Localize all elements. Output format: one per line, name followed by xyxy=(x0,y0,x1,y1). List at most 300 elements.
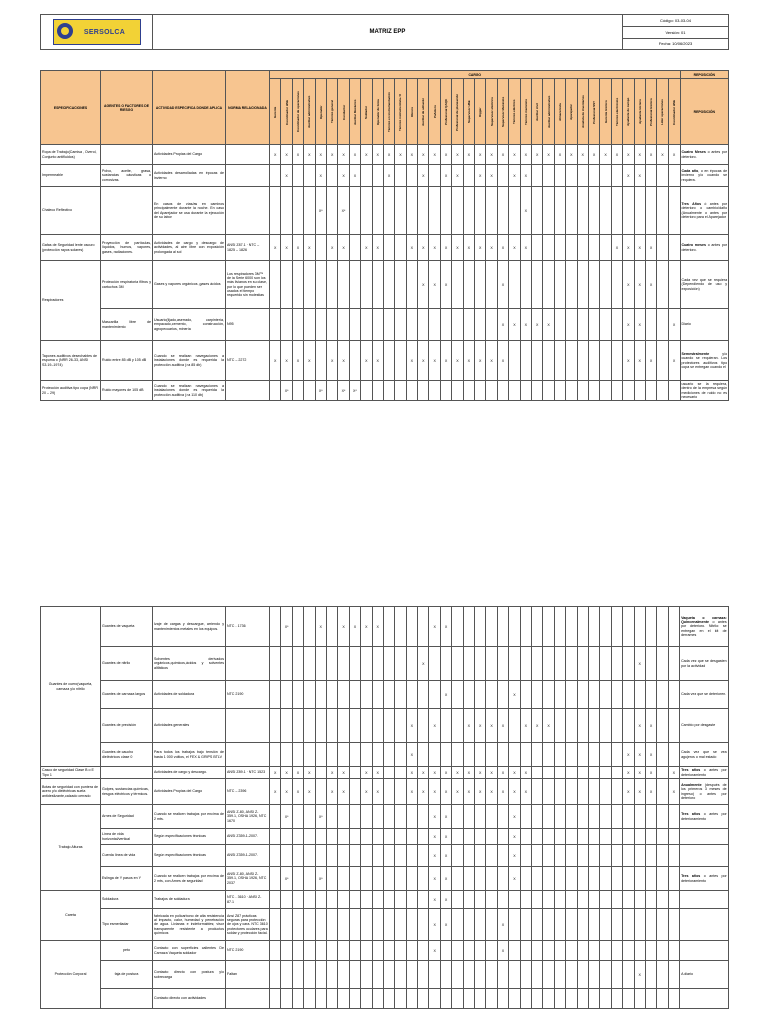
cargo-mark xyxy=(657,989,668,1009)
epp-matrix-table xyxy=(40,70,729,401)
cargo-mark xyxy=(657,341,668,381)
cargo-mark xyxy=(657,647,668,681)
cargo-mark: X xyxy=(486,341,497,381)
cargo-mark xyxy=(292,829,303,845)
cargo-mark: X xyxy=(349,145,360,165)
reposicion-highlight: Tres años xyxy=(681,768,701,773)
cargo-mark xyxy=(349,941,360,961)
cargo-mark: X xyxy=(326,145,337,165)
cargo-mark: X xyxy=(497,709,508,743)
cargo-mark xyxy=(554,681,565,709)
cargo-mark: X xyxy=(452,165,463,187)
cargo-mark: X xyxy=(657,145,668,165)
cargo-mark: X xyxy=(270,767,281,779)
cargo-mark: X xyxy=(509,309,520,341)
cargo-mark: X xyxy=(634,709,645,743)
cargo-mark xyxy=(554,867,565,891)
matrix-row xyxy=(41,309,729,341)
cargo-mark xyxy=(304,187,315,235)
cargo-mark xyxy=(395,165,406,187)
cargo-mark xyxy=(531,165,542,187)
norma-cell xyxy=(226,381,270,401)
cargo-mark: X xyxy=(440,341,451,381)
cargo-mark xyxy=(361,909,372,941)
cargo-mark xyxy=(463,845,474,867)
cargo-mark xyxy=(645,829,656,845)
cargo-mark xyxy=(554,187,565,235)
cargo-mark xyxy=(543,941,554,961)
reposicion-highlight: Tres Años xyxy=(681,202,702,207)
cargo-mark: X xyxy=(372,235,383,261)
matrix-row xyxy=(41,145,729,165)
cargo-mark: X xyxy=(554,145,565,165)
norma-cell: Los respiradores 3M™ de la Serie 6000 son los más livianos en su clase, por lo que pueden ser usados el tiempo requerido sin molestias xyxy=(226,261,270,309)
cargo-mark xyxy=(509,647,520,681)
reposicion-text: usuario se la requiera, dentro de la empresa según mediciones de ruido no es necesario xyxy=(681,382,728,399)
cargo-mark xyxy=(611,909,622,941)
cargo-label: Auxiliar administrativo xyxy=(307,95,312,128)
cargo-mark xyxy=(543,779,554,805)
cargo-mark xyxy=(383,845,394,867)
cargo-mark xyxy=(497,961,508,989)
cargo-mark xyxy=(668,743,679,767)
cargo-mark xyxy=(531,261,542,309)
cargo-mark xyxy=(577,261,588,309)
cargo-mark xyxy=(326,681,337,709)
cargo-mark xyxy=(645,607,656,647)
epp-matrix-table-continued xyxy=(40,606,729,1009)
especificacion-cell: Respiradores xyxy=(41,261,101,341)
cargo-mark xyxy=(372,709,383,743)
cargo-mark xyxy=(315,909,326,941)
cargo-mark: X xyxy=(440,607,451,647)
cargo-mark xyxy=(497,381,508,401)
cargo-mark: X xyxy=(634,145,645,165)
cargo-mark xyxy=(395,767,406,779)
cargo-mark xyxy=(361,989,372,1009)
cargo-mark: X xyxy=(463,779,474,805)
cargo-mark xyxy=(531,607,542,647)
cargo-mark xyxy=(349,909,360,941)
cargo-label: Profesional QAQC xyxy=(444,98,449,125)
matrix-sheet-top xyxy=(40,14,728,401)
norma-cell: N95 xyxy=(226,309,270,341)
cargo-mark xyxy=(543,867,554,891)
cargo-mark xyxy=(292,941,303,961)
cargo-mark xyxy=(292,381,303,401)
cargo-mark xyxy=(657,261,668,309)
cargo-mark xyxy=(475,309,486,341)
cargo-mark xyxy=(315,235,326,261)
cargo-label: Ayudante de campo xyxy=(626,97,631,126)
cargo-mark: X xyxy=(475,767,486,779)
cargo-mark: X xyxy=(440,261,451,309)
cargo-mark: X xyxy=(623,165,634,187)
cargo-mark xyxy=(270,829,281,845)
norma-cell: NTC – 2396 xyxy=(226,779,270,805)
cargo-mark xyxy=(292,261,303,309)
cargo-mark xyxy=(623,845,634,867)
cargo-mark: X xyxy=(338,779,349,805)
cargo-mark xyxy=(486,261,497,309)
cargo-mark: X xyxy=(270,235,281,261)
cargo-mark xyxy=(588,909,599,941)
cargo-mark xyxy=(440,381,451,401)
cargo-mark xyxy=(349,779,360,805)
col-group-cargo: CARGO xyxy=(270,71,681,79)
matrix-row xyxy=(41,165,729,187)
item-cell: Línea de vida horizontal/vertical xyxy=(101,829,153,845)
cargo-mark xyxy=(429,187,440,235)
cargo-mark xyxy=(349,845,360,867)
cargo-mark xyxy=(566,909,577,941)
cargo-mark xyxy=(475,743,486,767)
cargo-mark xyxy=(509,261,520,309)
cargo-mark xyxy=(520,743,531,767)
cargo-mark xyxy=(326,829,337,845)
cargo-mark xyxy=(292,743,303,767)
cargo-mark xyxy=(281,743,292,767)
cargo-mark xyxy=(497,891,508,909)
cargo-mark xyxy=(475,891,486,909)
cargo-mark xyxy=(577,743,588,767)
cargo-mark xyxy=(326,647,337,681)
cargo-mark xyxy=(372,829,383,845)
cargo-mark: X xyxy=(418,779,429,805)
cargo-mark xyxy=(372,743,383,767)
cargo-mark xyxy=(326,941,337,961)
col-cargo xyxy=(383,79,394,145)
norma-cell xyxy=(226,709,270,743)
cargo-mark xyxy=(588,309,599,341)
cargo-mark xyxy=(361,941,372,961)
cargo-mark xyxy=(326,845,337,867)
cargo-mark xyxy=(623,647,634,681)
cargo-mark: X xyxy=(611,235,622,261)
cargo-mark: X xyxy=(509,867,520,891)
cargo-mark xyxy=(486,309,497,341)
cargo-mark: X xyxy=(418,647,429,681)
reposicion-text: o antes por deterioramiento xyxy=(681,768,727,777)
cargo-mark xyxy=(566,941,577,961)
cargo-mark xyxy=(326,989,337,1009)
cargo-mark xyxy=(338,867,349,891)
matrix-row xyxy=(41,187,729,235)
col-cargo xyxy=(657,79,668,145)
cargo-label: Técnico eléctrico xyxy=(512,99,517,124)
cargo-mark xyxy=(418,961,429,989)
cargo-mark xyxy=(452,261,463,309)
cargo-mark xyxy=(452,607,463,647)
cargo-mark: X xyxy=(372,341,383,381)
cargo-mark xyxy=(406,891,417,909)
cargo-mark: X xyxy=(406,341,417,381)
cargo-mark xyxy=(486,681,497,709)
cargo-mark xyxy=(418,805,429,829)
cargo-mark xyxy=(372,381,383,401)
cargo-mark xyxy=(657,187,668,235)
agente-cell: Ruido mayores de 105 dB xyxy=(101,381,153,401)
cargo-mark: X xyxy=(452,779,463,805)
cargo-label: Gerente xyxy=(273,105,278,118)
cargo-mark xyxy=(611,381,622,401)
cargo-mark xyxy=(600,989,611,1009)
item-cell xyxy=(101,767,153,779)
col-cargo xyxy=(577,79,588,145)
cargo-mark xyxy=(531,829,542,845)
cargo-mark: X xyxy=(292,145,303,165)
cargo-mark xyxy=(383,867,394,891)
cargo-mark: X xyxy=(292,235,303,261)
cargo-mark: X xyxy=(463,145,474,165)
cargo-mark xyxy=(338,845,349,867)
reposicion-highlight: Cuatro Meses xyxy=(681,150,706,155)
cargo-mark: X xyxy=(429,779,440,805)
cargo-mark xyxy=(611,941,622,961)
cargo-mark xyxy=(292,681,303,709)
cargo-mark xyxy=(520,845,531,867)
cargo-mark: X xyxy=(634,779,645,805)
cargo-mark: X xyxy=(531,309,542,341)
cargo-mark xyxy=(292,187,303,235)
cargo-mark xyxy=(440,309,451,341)
cargo-mark xyxy=(600,891,611,909)
cargo-mark xyxy=(270,961,281,989)
cargo-mark: X xyxy=(418,341,429,381)
cargo-mark xyxy=(463,743,474,767)
col-cargo xyxy=(349,79,360,145)
cargo-mark xyxy=(475,805,486,829)
cargo-mark xyxy=(554,341,565,381)
cargo-mark xyxy=(383,341,394,381)
cargo-mark: X xyxy=(452,145,463,165)
cargo-mark xyxy=(486,941,497,961)
cargo-mark xyxy=(395,805,406,829)
cargo-mark xyxy=(315,989,326,1009)
cargo-mark xyxy=(349,805,360,829)
cargo-mark xyxy=(554,647,565,681)
cargo-mark xyxy=(383,309,394,341)
cargo-label: Técnico general xyxy=(330,100,335,123)
cargo-mark xyxy=(577,941,588,961)
cargo-mark xyxy=(361,805,372,829)
cargo-mark xyxy=(577,829,588,845)
cargo-mark xyxy=(361,681,372,709)
cargo-mark xyxy=(475,989,486,1009)
cargo-mark xyxy=(418,309,429,341)
cargo-mark xyxy=(645,681,656,709)
cargo-mark xyxy=(463,909,474,941)
cargo-mark: X xyxy=(520,309,531,341)
cargo-mark: X xyxy=(304,235,315,261)
cargo-mark xyxy=(270,309,281,341)
cargo-mark: X xyxy=(475,341,486,381)
cargo-mark xyxy=(668,891,679,909)
cargo-mark xyxy=(657,767,668,779)
cargo-mark xyxy=(395,867,406,891)
cargo-mark xyxy=(395,743,406,767)
cargo-mark xyxy=(645,647,656,681)
cargo-label: Pañolero xyxy=(432,105,437,118)
cargo-mark xyxy=(395,309,406,341)
item-cell: Guantes de precisión xyxy=(101,709,153,743)
cargo-mark: X xyxy=(588,145,599,165)
grupo-cell: Trabajo Alturas xyxy=(41,805,101,891)
cargo-mark xyxy=(668,261,680,309)
cargo-label: Soldador xyxy=(364,105,369,119)
agente-cell: Ruido entre 85 dB y 105 dB xyxy=(101,341,153,381)
cargo-mark xyxy=(486,829,497,845)
cargo-mark xyxy=(326,891,337,909)
cargo-mark xyxy=(531,381,542,401)
cargo-mark: X xyxy=(440,867,451,891)
cargo-mark: X xyxy=(281,235,292,261)
logo-cell xyxy=(41,15,153,50)
reposicion-text: Cada vez que se desgasten por la actividad xyxy=(681,659,727,668)
col-group-reposicion: REPOSICIÓN xyxy=(680,71,729,79)
norma-cell: ANSI Z359-1-2007. xyxy=(226,829,270,845)
grupo-cell: Protección Corporal xyxy=(41,941,101,1009)
cargo-mark xyxy=(429,989,440,1009)
cargo-label: Coordinador HSE xyxy=(284,99,289,125)
cargo-mark xyxy=(463,829,474,845)
cargo-mark xyxy=(566,829,577,845)
cargo-mark xyxy=(270,709,281,743)
cargo-mark: X* xyxy=(281,867,292,891)
cargo-mark xyxy=(349,235,360,261)
cargo-mark xyxy=(486,961,497,989)
reposicion-text: Diario xyxy=(681,322,691,327)
cargo-mark xyxy=(395,989,406,1009)
cargo-mark xyxy=(486,187,497,235)
cargo-mark xyxy=(418,829,429,845)
cargo-mark: X xyxy=(668,779,679,805)
actividad-cell: Cuando se realicen trabajos por encima de 2 mts. xyxy=(153,805,226,829)
cargo-mark: X xyxy=(429,941,440,961)
cargo-mark xyxy=(634,989,645,1009)
cargo-mark: X xyxy=(486,709,497,743)
reposicion-text: ó antes por deterioro o cambio/daño (Anualmente o antes por deterioro para el Aparejador xyxy=(681,202,728,219)
cargo-mark xyxy=(475,867,486,891)
cargo-mark xyxy=(588,891,599,909)
cargo-mark xyxy=(577,235,588,261)
agente-cell: Polvo, aceite, grasa, sustancias cáusticas o corrosivas. xyxy=(101,165,153,187)
cargo-mark: X xyxy=(634,165,645,187)
cargo-label: Almacenista xyxy=(557,102,562,121)
reposicion-highlight: Anualmente xyxy=(681,783,702,788)
actividad-cell: Cuando se realizan navegaciones a instalaciones donde es requerida la protección auditiva (>a 110 db) xyxy=(153,381,226,401)
cargo-mark xyxy=(338,709,349,743)
item-cell: Guantes de nitrilo xyxy=(101,647,153,681)
cargo-mark xyxy=(600,779,611,805)
cargo-mark: X xyxy=(531,145,542,165)
cargo-mark xyxy=(588,779,599,805)
cargo-label: Profesional SST xyxy=(592,100,597,124)
reposicion-cell xyxy=(680,145,729,165)
cargo-mark xyxy=(281,989,292,1009)
cargo-mark: X* xyxy=(281,381,292,401)
cargo-mark xyxy=(623,909,634,941)
cargo-mark xyxy=(554,941,565,961)
item-cell: faja de postura xyxy=(101,961,153,989)
cargo-mark: X xyxy=(429,845,440,867)
item-cell: peto xyxy=(101,941,153,961)
cargo-mark xyxy=(566,187,577,235)
cargo-mark xyxy=(270,743,281,767)
cargo-mark xyxy=(315,845,326,867)
cargo-mark xyxy=(281,647,292,681)
cargo-label: Auxiliar civil xyxy=(535,102,540,121)
col-cargo xyxy=(520,79,531,145)
cargo-mark xyxy=(497,187,508,235)
cargo-mark xyxy=(463,681,474,709)
cargo-mark xyxy=(304,891,315,909)
cargo-mark xyxy=(543,845,554,867)
cargo-mark xyxy=(623,805,634,829)
cargo-mark xyxy=(634,681,645,709)
item-cell: Tipo esmeriladar xyxy=(101,909,153,941)
agente-cell xyxy=(101,187,153,235)
cargo-mark xyxy=(326,743,337,767)
cargo-mark xyxy=(566,341,577,381)
cargo-mark: X xyxy=(338,341,349,381)
cargo-mark: X xyxy=(440,779,451,805)
cargo-mark xyxy=(554,261,565,309)
cargo-mark: X xyxy=(349,607,360,647)
col-actividad: ACTIVIDAD ESPECIFICA DONDE APLICA xyxy=(153,71,226,145)
col-cargo xyxy=(338,79,349,145)
cargo-mark xyxy=(543,805,554,829)
cargo-mark xyxy=(463,867,474,891)
reposicion-highlight: Tres años xyxy=(681,812,701,817)
cargo-mark xyxy=(531,909,542,941)
cargo-mark xyxy=(554,845,565,867)
cargo-mark xyxy=(657,779,668,805)
cargo-mark xyxy=(338,309,349,341)
cargo-mark xyxy=(315,961,326,989)
norma-cell xyxy=(226,145,270,165)
cargo-mark xyxy=(270,381,281,401)
cargo-mark xyxy=(566,779,577,805)
cargo-mark: X xyxy=(418,235,429,261)
cargo-mark xyxy=(611,891,622,909)
reposicion-cell xyxy=(680,261,729,309)
cargo-mark xyxy=(566,743,577,767)
cargo-mark xyxy=(623,381,634,401)
cargo-mark: X xyxy=(623,309,634,341)
cargo-mark xyxy=(600,235,611,261)
cargo-mark: X xyxy=(475,145,486,165)
cargo-mark xyxy=(452,187,463,235)
reposicion-text: o antes por deterioramiento xyxy=(681,812,727,821)
cargo-mark: X xyxy=(634,261,645,309)
cargo-mark xyxy=(645,805,656,829)
cargo-mark xyxy=(645,961,656,989)
cargo-mark xyxy=(406,867,417,891)
norma-cell: Ansi Z87 prácticas seguras para protección de ojos y cara. NTC 3610 protectores oculares para soldar y protección facial. xyxy=(226,909,270,941)
actividad-cell: Trabajos de soldadura xyxy=(153,891,226,909)
cargo-mark xyxy=(634,941,645,961)
cargo-mark: X xyxy=(509,767,520,779)
matrix-row xyxy=(41,235,729,261)
cargo-mark xyxy=(372,309,383,341)
cargo-mark xyxy=(406,681,417,709)
cargo-mark xyxy=(315,891,326,909)
cargo-mark xyxy=(645,165,656,187)
especificacion-cell: Tapones auditivos desechables de espuma o (NRR 26-33, ANSI S3.19–1974) xyxy=(41,341,101,381)
cargo-mark xyxy=(520,941,531,961)
cargo-mark xyxy=(566,709,577,743)
